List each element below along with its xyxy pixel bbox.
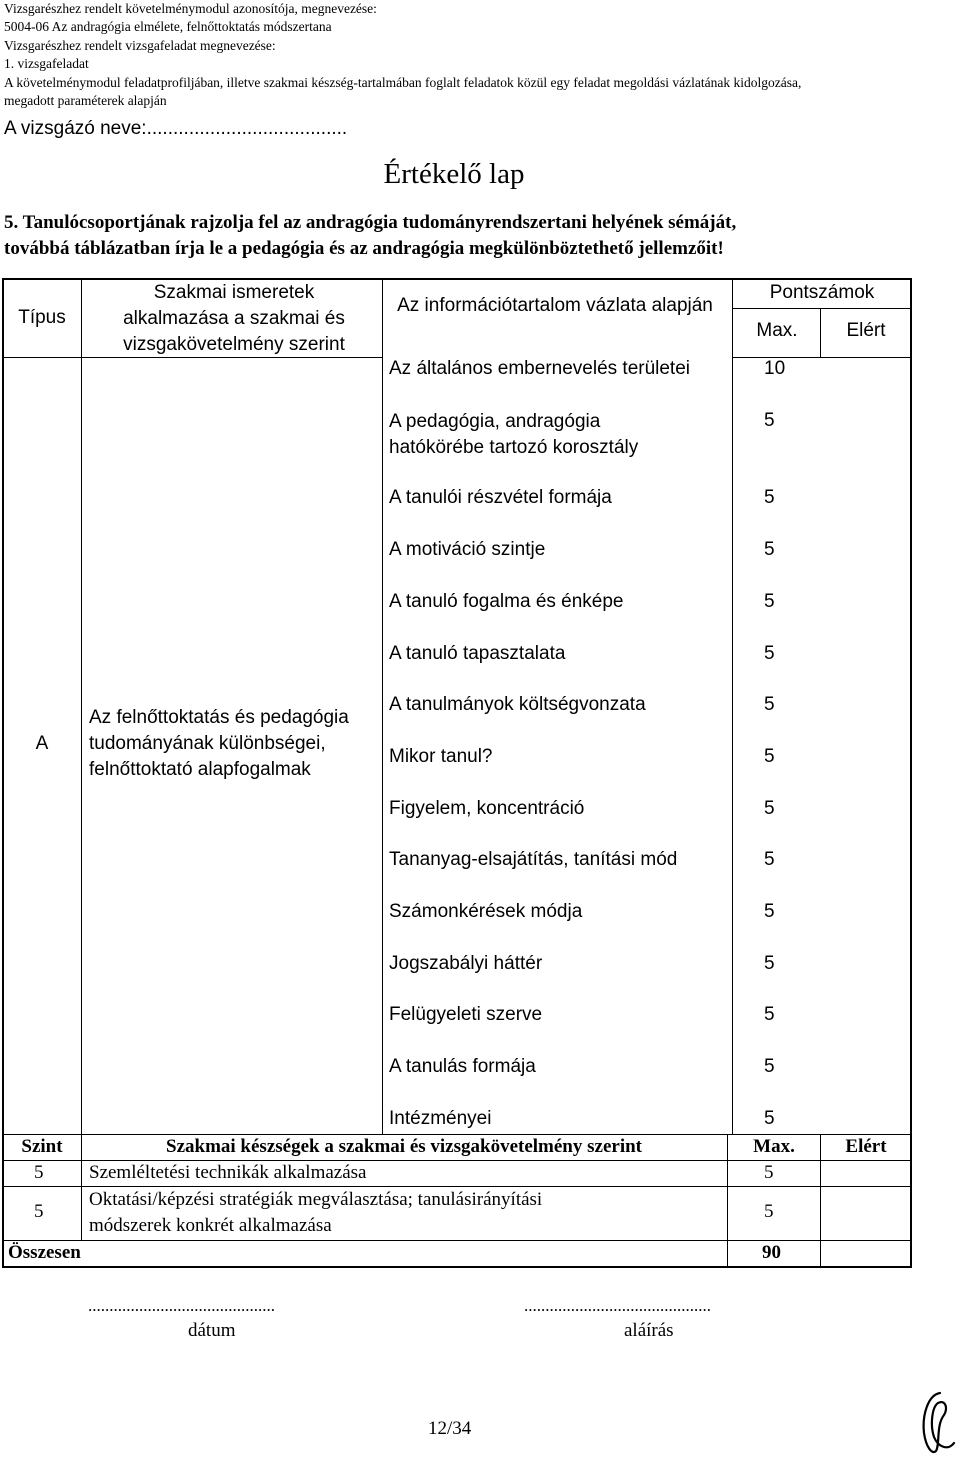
item-text: Intézményei <box>389 1108 492 1129</box>
header-max: Max. <box>756 320 798 341</box>
item-max: 5 <box>764 1108 775 1129</box>
header-line: 1. vizsgafeladat <box>4 56 89 72</box>
item-text: Felügyeleti szerve <box>389 1004 543 1025</box>
document-header <box>4 0 954 110</box>
item-text: A tanulás formája <box>389 1056 536 1077</box>
header-points: Pontszámok <box>769 282 875 303</box>
total-value: 90 <box>762 1242 781 1263</box>
skills-max-header: Max. <box>753 1136 795 1157</box>
header-type: Típus <box>18 307 66 328</box>
item-text: Figyelem, koncentráció <box>389 798 585 819</box>
date-dots: ............................................ <box>88 1296 275 1315</box>
header-outline: Az információtartalom vázlata alapján <box>397 295 713 316</box>
task-line: 5. Tanulócsoportjának rajzolja fel az andragógia tudományrendszertani helyének sémáját, <box>4 212 737 233</box>
item-max: 5 <box>764 1004 775 1025</box>
skill-level: 5 <box>34 1201 44 1222</box>
item-max: 5 <box>764 901 775 922</box>
item-text: Tananyag-elsajátítás, tanítási mód <box>389 849 678 870</box>
item-max: 5 <box>764 694 775 715</box>
header-line: megadott paraméterek alapján <box>4 93 167 109</box>
header-knowledge: Szakmai ismeretek alkalmazása a szakmai és vizsgakövetelmény szerint <box>123 282 345 355</box>
type-value: A <box>35 733 49 754</box>
item-max: 5 <box>764 539 775 560</box>
page-number: 12/34 <box>428 1418 472 1439</box>
item-text: A tanuló tapasztalata <box>389 643 566 664</box>
item-max: 5 <box>764 798 775 819</box>
header-line: Vizsgarészhez rendelt vizsgafeladat megnevezése: <box>4 37 276 53</box>
skills-level-header: Szint <box>21 1136 63 1157</box>
header-line: Vizsgarészhez rendelt követelménymodul azonosítója, megnevezése: <box>4 1 377 16</box>
knowledge-value: Az felnőttoktatás és pedagógia tudományának különbségei, felnőttoktató alapfogalmak <box>89 707 349 780</box>
signature-dots: ............................................ <box>524 1296 711 1315</box>
examinee-name-field: A vizsgázó neve:...................................... <box>4 118 348 139</box>
skill-text: Oktatási/képzési stratégiák megválasztása; tanulásirányítási módszerek konkrét alkalmazása <box>89 1189 543 1236</box>
skills-header: Szakmai készségek a szakmai és vizsgakövetelmény szerint <box>166 1136 642 1157</box>
task-description <box>4 210 908 262</box>
item-max: 5 <box>764 643 775 664</box>
task-line: továbbá táblázatban írja le a pedagógia és az andragógia megkülönböztethető jellemzőit! <box>4 238 724 259</box>
item-text: Jogszabályi háttér <box>389 953 543 974</box>
signature-label: aláírás <box>624 1320 674 1341</box>
item-max: 5 <box>764 410 775 431</box>
header-line: A követelménymodul feladatprofiljában, illetve szakmai készség-tartalmában foglalt feladatok közül egy feladat megoldási vázlatának kidolgozása, <box>4 74 802 90</box>
item-max: 5 <box>764 487 775 508</box>
item-text: Az általános embernevelés területei <box>389 358 691 379</box>
skill-text: Szemléltetési technikák alkalmazása <box>89 1162 367 1183</box>
item-max: 5 <box>764 591 775 612</box>
item-text: Számonkérések módja <box>389 901 583 922</box>
item-text: A tanulmányok költségvonzata <box>389 694 646 715</box>
total-label: Összesen <box>8 1242 81 1263</box>
item-max: 5 <box>764 849 775 870</box>
skill-max: 5 <box>764 1162 774 1183</box>
item-text: A motiváció szintje <box>389 539 546 560</box>
handwritten-signature-mark <box>918 1385 958 1459</box>
skills-achieved-header: Elért <box>845 1136 887 1157</box>
item-text: A pedagógia, andragógia hatókörébe tartozó korosztály <box>389 411 639 458</box>
item-max: 5 <box>764 953 775 974</box>
date-label: dátum <box>188 1320 236 1341</box>
header-achieved: Elért <box>846 320 886 341</box>
page-title: Értékelő lap <box>383 158 525 190</box>
item-max: 10 <box>764 358 786 379</box>
skill-level: 5 <box>34 1162 44 1183</box>
skill-max: 5 <box>764 1201 774 1222</box>
item-max: 5 <box>764 746 775 767</box>
item-text: Mikor tanul? <box>389 746 493 767</box>
item-text: A tanuló fogalma és énképe <box>389 591 624 612</box>
header-line: 5004-06 Az andragógia elmélete, felnőttoktatás módszertana <box>4 19 332 35</box>
item-max: 5 <box>764 1056 775 1077</box>
item-text: A tanulói részvétel formája <box>389 487 612 508</box>
